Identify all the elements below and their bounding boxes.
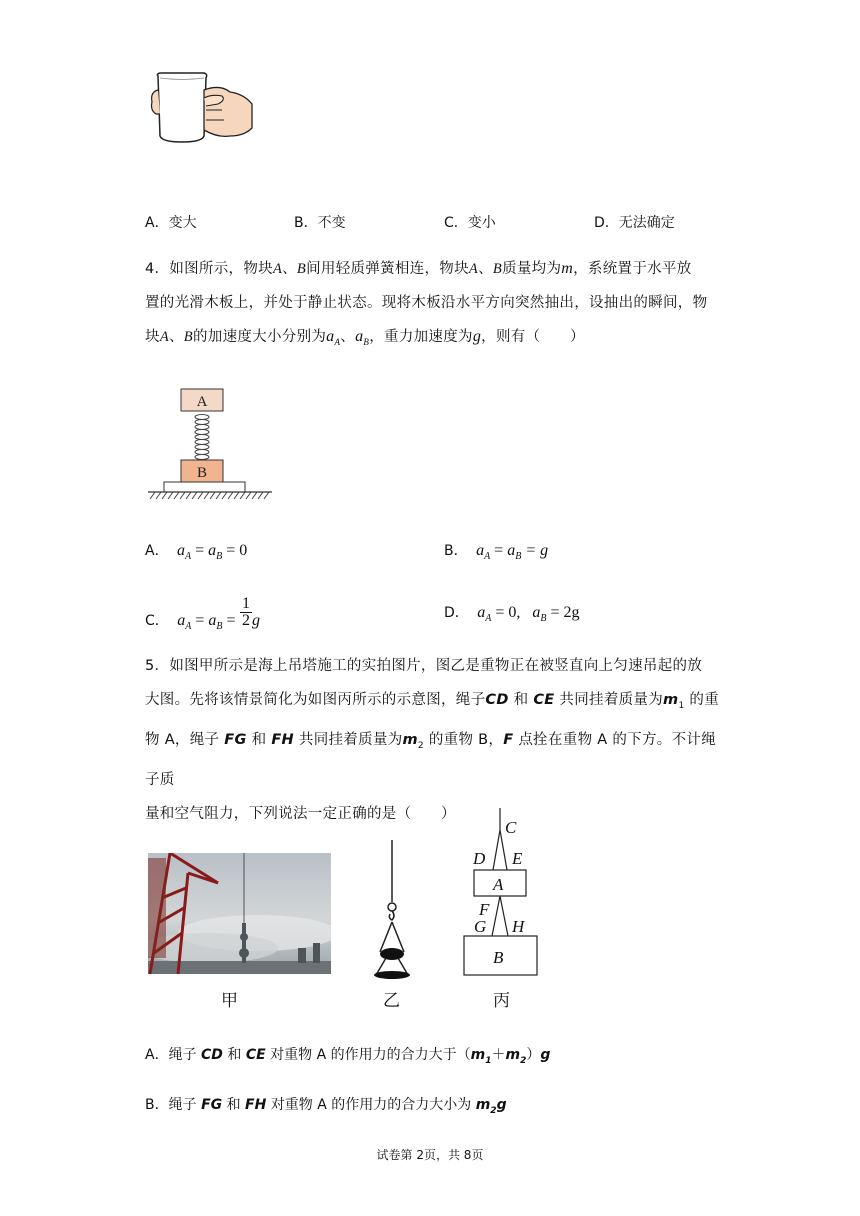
q4-mass-m: m [561,260,574,277]
hook-load-figure [372,840,412,980]
q5-text-3a: 物 A，绳子 [145,731,220,748]
q5-oa-m2: m [505,1047,521,1063]
crane-photo [148,853,331,974]
q4-var-b: B [296,261,307,277]
q4-oa-suba: A [185,551,192,563]
q4-ob-aa: a [476,542,485,559]
label-d: D [473,849,486,868]
q5-rope-cd: CD [485,692,509,708]
q4-option-d-expr [477,604,580,625]
q5-oa-c: ） [526,1047,541,1063]
q4-oc-num: 1 [241,595,250,612]
q5-oa-plus: ＋ [491,1047,506,1063]
label-b: B [493,948,504,967]
q5-point-f: F [503,731,514,748]
caption-jia: 甲 [221,991,238,1011]
q5-oa-b: 对重物 A 的作用力的合力大于（ [270,1047,471,1063]
q4-option-b[interactable] [444,540,548,562]
q5-text-3b: 共同挂着质量为 [298,731,403,748]
q3-option-b[interactable]: B．不变 [294,215,346,231]
label-a: A [493,875,504,894]
q5-option-a[interactable] [145,1044,550,1066]
q4-od-subb: B [540,613,547,625]
q5-m1-sub: 1 [678,700,685,711]
q5-oa-a: A．绳子 [145,1047,197,1063]
q4-option-c-expr: $a_A = a_B$ = [177,611,236,632]
q5-m1: m [663,692,679,708]
q5-oa-sub1: 1 [485,1055,492,1066]
q5-text-2c: 的重 [689,692,720,708]
q4-option-c-label: C． [145,612,169,629]
q5-ob-m2: m [475,1097,491,1113]
q5-text-3c: 的重物 B， [428,731,504,748]
q4-option-a-expr: $a_A = a_B = 0$ [177,542,248,563]
page-footer: 试卷第 2页，共 8页 [376,1148,484,1162]
q4-od-ab: a [532,604,541,621]
q4-text-2: 置的光滑木板上，并处于静止状态。现将木板沿水平方向突然抽出，设抽出的瞬间，物 [145,295,708,311]
q4-var-b-2: B [492,261,503,277]
q4-oa-ab: a [208,542,217,559]
q4-text-1a: 如图所示，物块 [169,261,273,277]
q4-ob-ab: a [507,542,516,559]
ground-hatching [150,492,269,499]
q4-accel-b: a [355,328,364,345]
q4-option-d-label: D． [444,605,469,621]
q4-var-b-3: B [183,329,193,345]
q4-option-a-label: A． [145,543,169,559]
q4-var-a-3: A [159,329,169,345]
q5-ob-he: 和 [226,1097,241,1113]
q5-oa-m1: m [470,1047,486,1063]
q4-sub-a: A [334,336,341,347]
q4-accel-a: a [326,328,335,345]
schematic-figure [460,808,545,980]
q4-option-b-label: B． [444,543,468,559]
q4-od-aa: a [477,604,486,621]
q5-text-4: 量和空气阻力，下列说法一定正确的是（ ） [145,805,456,822]
q4-text-1c: 质量均为 [502,261,562,277]
label-e: E [512,849,523,868]
label-f: F [479,900,490,919]
q5-oa-cd: CD [201,1047,223,1063]
q4-od-rhs2: = 2g [550,604,580,621]
q5-option-b[interactable] [145,1094,507,1116]
q4-text-1b: 间用轻质弹簧相连，物块 [306,261,469,277]
block-a-label: A [196,394,208,410]
q5-ob-sub2: 2 [490,1105,497,1116]
label-c: C [505,818,517,837]
spring-blocks-figure [146,386,276,504]
q5-he-1: 和 [513,692,529,708]
q4-option-b-expr: $a_A = a_B = g$ [476,542,549,563]
q4-od-suba: A [485,613,492,625]
q5-oa-sub2: 2 [520,1055,527,1066]
q4-option-c-fraction [240,596,252,629]
cup-in-hand-figure [148,70,256,150]
q5-text-3d: 点拴在重物 A 的下方。不计绳子质 [145,731,717,788]
q4-oc-subb: B [216,620,223,632]
caption-bing: 丙 [493,991,510,1011]
q4-ob-rhs: = g [525,542,549,559]
q4-sep-3: 、 [168,329,184,345]
q4-option-a[interactable] [145,540,247,562]
q5-oa-he: 和 [227,1047,242,1063]
q5-m2-sub: 2 [417,740,424,751]
q5-ob-a: B．绳子 [145,1097,197,1113]
q5-stem [145,649,725,831]
q4-number: 4． [145,261,170,277]
q5-ob-g: g [496,1097,507,1113]
caption-yi: 乙 [383,991,400,1011]
q4-stem [145,252,725,359]
q4-od-rhs1: = 0, [495,604,521,621]
q5-ob-fg: FG [201,1097,223,1113]
q5-text-2a: 大图。先将该情景简化为如图丙所示的示意图，绳子 [145,692,486,708]
q4-sep-2: 、 [478,261,493,277]
q5-he-2: 和 [251,731,267,748]
q4-var-a: A [272,261,283,277]
q4-text-3a: 块 [145,329,160,345]
q4-var-a-2: A [468,261,479,277]
q3-option-d[interactable]: D．无法确定 [594,215,675,231]
q5-ob-b: 对重物 A 的作用力的合力大小为 [270,1097,472,1113]
q3-option-c[interactable]: C．变小 [444,215,496,231]
q5-text-1: 5．如图甲所示是海上吊塔施工的实拍图片，图乙是重物正在被竖直向上匀速吊起的放 [145,658,703,674]
block-b-label: B [196,465,208,481]
q4-sep: 、 [282,261,297,277]
q4-sub-b: B [363,336,370,347]
q5-oa-g: g [540,1047,551,1063]
q4-text-3b: 的加速度大小分别为 [192,329,327,345]
q4-ob-subb: B [515,551,522,563]
label-g: G [474,917,487,936]
q5-oa-ce: CE [245,1047,266,1063]
q5-rope-fh: FH [271,731,294,748]
q4-oa-rhs: = 0 [226,542,248,559]
q4-oc-ab: a [208,611,217,629]
q4-text-3c: ，重力加速度为 [369,329,473,345]
q4-ob-suba: A [484,551,491,563]
label-h: H [512,917,525,936]
q5-m2: m [402,731,418,748]
q4-oc-g: g [251,611,260,629]
q5-rope-ce: CE [533,692,555,708]
spring [195,415,209,460]
q3-option-a[interactable]: A．变大 [145,215,197,231]
q4-oc-aa: a [177,611,186,629]
q4-oc-suba: A [185,620,192,632]
q5-text-2b: 共同挂着质量为 [559,692,664,708]
q4-sep-4: 、 [340,329,356,345]
q4-gravity-g: g [472,328,482,345]
q4-text-3d: ，则有（ ） [481,329,585,345]
q4-oc-den: 2 [241,612,250,629]
q4-text-1d: ，系统置于水平放 [573,261,692,277]
q4-option-d[interactable] [444,602,580,624]
q4-option-c[interactable] [145,594,260,634]
q4-oa-aa: a [177,542,186,559]
q5-ob-fh: FH [245,1097,267,1113]
q5-rope-fg: FG [224,731,247,748]
q4-oa-subb: B [216,551,223,563]
